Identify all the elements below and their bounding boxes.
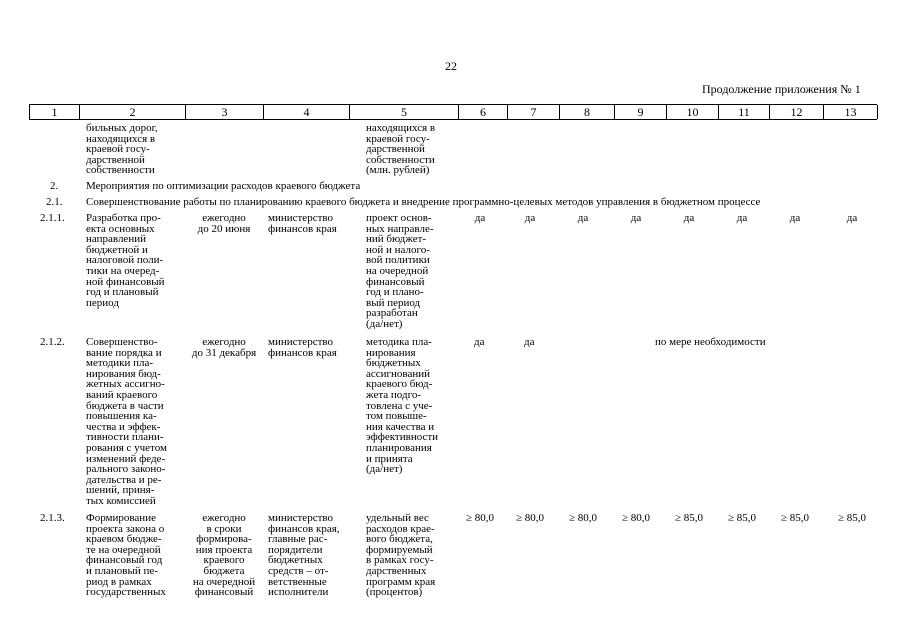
- row-2-1-1-name: Разработка про- екта основных направлений бюджетной и налоговой поли- тики на очеред- ной финансовый год и плановый период: [86, 212, 165, 309]
- table-header-row: [29, 104, 877, 120]
- row-2-1-3-value-col7: ≥ 80,0: [515, 512, 545, 524]
- header-col-11: 11: [718, 105, 769, 119]
- header-col-4: 4: [263, 105, 349, 119]
- row-2-1-1-number: 2.1.1.: [40, 212, 65, 224]
- row-2-1-2-name: Совершенство- вание порядка и методики пла- нирования бюд- жетных ассигно- ваний краевого бюджета в части повышения ка- чества и эффек- тивности плани- рования с учетом изменений феде- рального законо- дательства и ре- шений, приня- тых комиссией: [86, 336, 167, 507]
- row-2-1-2-term: ежегодно до 31 декабря: [191, 336, 257, 359]
- header-col-13: 13: [823, 105, 878, 119]
- row-2-1-2-executor: министерство финансов края: [268, 336, 337, 359]
- row-2-1-2-value-col7: да: [524, 336, 535, 348]
- section-2-1-number: 2.1.: [46, 196, 63, 208]
- row-2-1-3-number: 2.1.3.: [40, 512, 65, 524]
- row-2-1-1-indicator: проект основ- ных направле- ний бюджет- ной и налого- вой политики на очередной финансовый год и плано- вый период разработан (да/нет): [366, 212, 434, 330]
- header-col-1: 1: [29, 105, 79, 119]
- section-2-1-title: Совершенствование работы по планированию краевого бюджета и внедрение программно-целевых методов управления в бюджетном процессе: [86, 196, 761, 208]
- row-2-1-2-number: 2.1.2.: [40, 336, 65, 348]
- row-2-1-3-value-col10: ≥ 85,0: [674, 512, 704, 524]
- row-2-1-3-term: ежегодно в сроки формирова- ния проекта краевого бюджета на очередной финансовый: [192, 512, 256, 599]
- top-col5-text: находящихся в краевой госу- дарственной собственности (млн. рублей): [366, 122, 436, 177]
- row-2-1-1-term: ежегодно до 20 июня: [197, 212, 251, 235]
- row-2-1-1-value-col7: да: [524, 212, 536, 224]
- header-col-6: 6: [458, 105, 507, 119]
- header-col-9: 9: [614, 105, 666, 119]
- row-2-1-1-value-col13: да: [846, 212, 858, 224]
- row-2-1-3-value-col9: ≥ 80,0: [621, 512, 651, 524]
- row-2-1-3-value-col8: ≥ 80,0: [568, 512, 598, 524]
- row-2-1-2-indicator: методика пла- нирования бюджетных ассигнований краевого бюд- жета подго- товлена с уче- том повыше- ния качества и эффективности планирования и принята (да/нет): [366, 336, 439, 476]
- row-2-1-1-value-col11: да: [736, 212, 748, 224]
- row-2-1-1-value-col10: да: [683, 212, 695, 224]
- section-2-number: 2.: [50, 180, 59, 192]
- header-col-2: 2: [79, 105, 185, 119]
- header-col-10: 10: [666, 105, 718, 119]
- header-col-12: 12: [769, 105, 823, 119]
- section-2-title: Мероприятия по оптимизации расходов краевого бюджета: [86, 180, 361, 192]
- row-2-1-1-value-col8: да: [577, 212, 589, 224]
- row-2-1-3-value-col12: ≥ 85,0: [780, 512, 810, 524]
- row-2-1-3-value-col13: ≥ 85,0: [837, 512, 867, 524]
- row-2-1-1-value-col12: да: [789, 212, 801, 224]
- row-2-1-2-value-col6: да: [474, 336, 485, 348]
- header-col-3: 3: [185, 105, 263, 119]
- header-col-5: 5: [349, 105, 458, 119]
- row-2-1-3-executor: министерство финансов края, главные рас- порядители бюджетных средств – от- ветственные исполнители: [268, 512, 340, 599]
- page-number: 22: [445, 59, 457, 73]
- row-2-1-2-note: по мере необходимости: [655, 336, 766, 348]
- header-col-7: 7: [507, 105, 559, 119]
- row-2-1-3-indicator: удельный вес расходов крае- вого бюджета, формируемый в рамках госу- дарственных программ края (процентов): [366, 512, 436, 599]
- row-2-1-1-value-col6: да: [474, 212, 486, 224]
- header-col-8: 8: [559, 105, 614, 119]
- top-col2-text: бильных дорог, находящихся в краевой госу- дарственной собственности: [86, 122, 158, 177]
- row-2-1-3-value-col11: ≥ 85,0: [727, 512, 757, 524]
- row-2-1-3-name: Формирование проекта закона о краевом бюдже- те на очередной финансовый год и плановый пе- риод в рамках государственных: [86, 512, 166, 599]
- row-2-1-1-value-col9: да: [630, 212, 642, 224]
- row-2-1-1-executor: министерство финансов края: [268, 212, 337, 235]
- continuation-label: Продолжение приложения № 1: [702, 82, 861, 96]
- row-2-1-3-value-col6: ≥ 80,0: [465, 512, 495, 524]
